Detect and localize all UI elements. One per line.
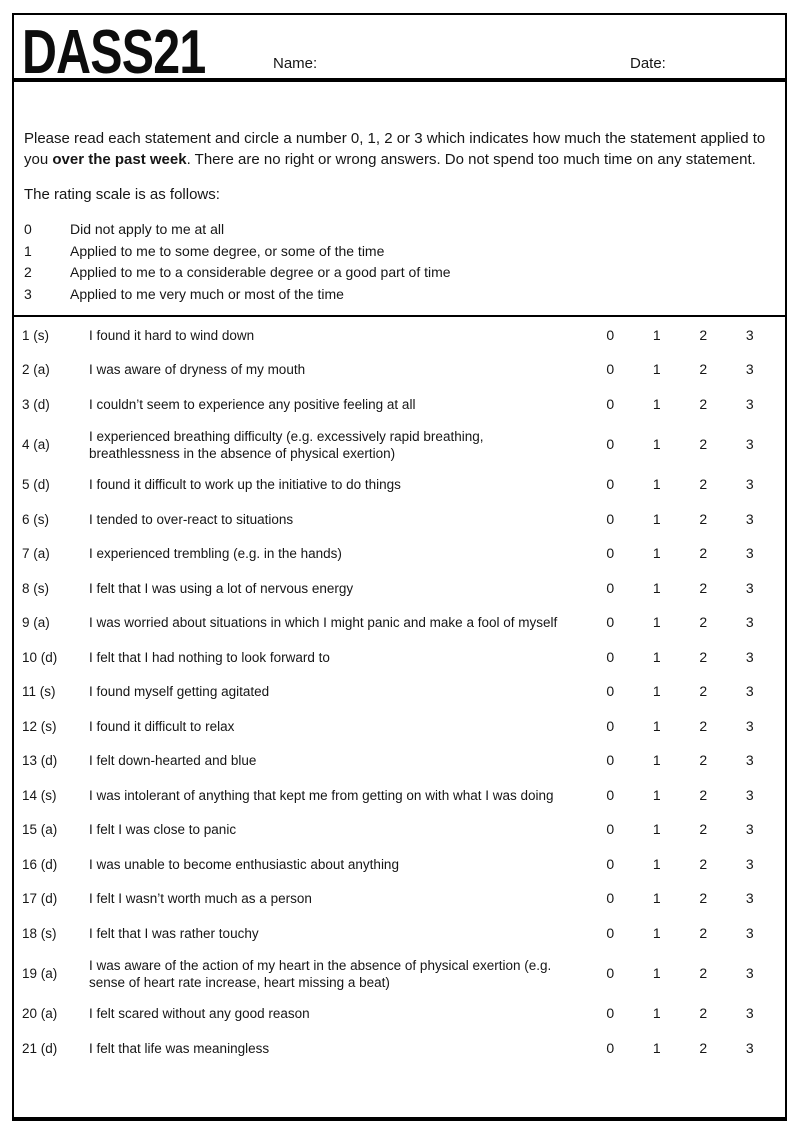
rating-options [587,436,773,453]
rating-options [587,718,773,735]
rating-option-0-q8[interactable]: 0 [606,579,615,596]
question-number: 1 (s) [22,327,49,343]
questions-divider [14,315,785,317]
question-number: 20 (a) [22,1006,58,1022]
question-row [14,882,785,917]
question-number: 16 (d) [22,856,58,872]
instructions-text-after: . There are no right or wrong answers. Do not spend too much time on any statement. [186,151,756,168]
question-text: I was aware of the action of my heart in the absence of physical exertion (e.g. sense of heart rate increase, heart missing a beat) [89,957,552,990]
rating-scale-item [24,284,775,306]
rating-options [587,787,773,804]
question-row [14,916,785,951]
question-text: I was intolerant of anything that kept me from getting on with what I was doing [89,787,554,803]
rating-option-3-q5[interactable]: 3 [745,476,754,493]
rating-scale-item [24,241,775,263]
rating-option-1-q5[interactable]: 1 [652,476,661,493]
rating-option-1-q9[interactable]: 1 [652,614,661,631]
question-number: 3 (d) [22,396,50,412]
rating-option-2-q12[interactable]: 2 [699,717,708,734]
rating-option-0-q17[interactable]: 0 [606,890,615,907]
question-text: I experienced trembling (e.g. in the hands) [89,546,342,562]
question-number: 9 (a) [22,615,50,631]
rating-option-1-q11[interactable]: 1 [652,683,661,700]
rating-option-3-q20[interactable]: 3 [745,1005,754,1022]
question-text: I felt down-hearted and blue [89,753,257,769]
dass21-form-page [12,13,787,1121]
rating-option-3-q11[interactable]: 3 [745,683,754,700]
rating-option-3-q6[interactable]: 3 [745,510,754,527]
rating-option-3-q10[interactable]: 3 [745,648,754,665]
rating-option-1-q8[interactable]: 1 [652,579,661,596]
rating-option-1-q21[interactable]: 1 [652,1039,661,1056]
rating-option-2-q3[interactable]: 2 [699,395,708,412]
rating-scale-value: 1 [24,242,32,259]
rating-option-3-q16[interactable]: 3 [745,855,754,872]
rating-option-0-q4[interactable]: 0 [606,436,615,452]
question-number: 4 (a) [22,437,50,452]
rating-option-2-q10[interactable]: 2 [699,648,708,665]
question-row [14,502,785,537]
rating-option-1-q6[interactable]: 1 [652,510,661,527]
question-row [14,997,785,1032]
rating-options [587,511,773,528]
questions-list [14,318,785,1066]
rating-option-3-q9[interactable]: 3 [745,614,754,631]
rating-options [587,545,773,562]
rating-options [587,580,773,597]
rating-option-1-q13[interactable]: 1 [652,752,661,769]
name-field [273,55,457,72]
rating-option-3-q13[interactable]: 3 [745,752,754,769]
rating-option-0-q2[interactable]: 0 [606,361,615,378]
question-text: I was unable to become enthusiastic about anything [89,856,399,872]
rating-option-0-q14[interactable]: 0 [606,786,615,803]
question-text: I felt that I had nothing to look forward to [89,649,330,665]
question-text: I felt that I was rather touchy [89,925,259,941]
rating-option-0-q10[interactable]: 0 [606,648,615,665]
rating-option-0-q3[interactable]: 0 [606,395,615,412]
rating-option-3-q14[interactable]: 3 [745,786,754,803]
question-number: 5 (d) [22,477,50,493]
question-row [14,640,785,675]
question-number: 14 (s) [22,787,57,803]
rating-option-2-q19[interactable]: 2 [699,965,708,981]
question-row [14,847,785,882]
question-number: 11 (s) [22,684,56,700]
rating-option-1-q16[interactable]: 1 [652,855,661,872]
rating-option-2-q1[interactable]: 2 [699,326,708,343]
rating-option-1-q15[interactable]: 1 [652,821,661,838]
question-row [14,318,785,353]
rating-scale-label: Applied to me to some degree, or some of the time [70,242,385,259]
question-text: I found myself getting agitated [89,684,270,700]
rating-option-0-q12[interactable]: 0 [606,717,615,734]
question-row [14,951,785,997]
question-number: 6 (s) [22,511,49,527]
rating-option-1-q14[interactable]: 1 [652,786,661,803]
rating-scale-label: Applied to me very much or most of the time [70,285,344,302]
question-row [14,778,785,813]
rating-options [587,890,773,907]
rating-scale-item [24,262,775,284]
question-row [14,353,785,388]
rating-option-0-q11[interactable]: 0 [606,683,615,700]
rating-scale-value: 0 [24,221,32,237]
rating-option-3-q1[interactable]: 3 [745,326,754,343]
rating-option-0-q5[interactable]: 0 [606,476,615,493]
rating-option-2-q21[interactable]: 2 [699,1039,708,1056]
question-number: 7 (a) [22,546,50,562]
rating-options [587,821,773,838]
question-number: 17 (d) [22,891,58,907]
question-text: I felt that life was meaningless [89,1040,270,1056]
instructions-paragraph [24,128,769,170]
instructions-text-bold: over the past week [52,151,187,168]
rating-option-2-q2[interactable]: 2 [699,361,708,378]
rating-option-1-q10[interactable]: 1 [652,648,661,665]
rating-option-2-q8[interactable]: 2 [699,579,708,596]
rating-option-3-q21[interactable]: 3 [745,1039,754,1056]
rating-options [587,856,773,873]
question-text: I was worried about situations in which I might panic and make a fool of myself [89,615,558,631]
rating-option-2-q15[interactable]: 2 [699,821,708,838]
rating-option-2-q9[interactable]: 2 [699,614,708,631]
question-number: 12 (s) [22,718,57,734]
question-row [14,571,785,606]
question-text: I felt that I was using a lot of nervous energy [89,580,354,596]
instructions-block [24,128,775,205]
rating-option-2-q18[interactable]: 2 [699,924,708,941]
rating-option-3-q19[interactable]: 3 [745,965,754,981]
question-number: 21 (d) [22,1040,58,1056]
rating-options [587,327,773,344]
rating-options [587,476,773,493]
question-row [14,813,785,848]
form-header [14,15,785,87]
rating-options [587,1040,773,1057]
question-row [14,468,785,503]
rating-option-0-q7[interactable]: 0 [606,545,615,562]
rating-option-3-q18[interactable]: 3 [745,924,754,941]
date-input-area[interactable] [666,56,787,72]
rating-options [587,683,773,700]
question-row [14,422,785,468]
rating-option-2-q5[interactable]: 2 [699,476,708,493]
rating-option-1-q1[interactable]: 1 [652,326,661,343]
rating-option-1-q20[interactable]: 1 [652,1005,661,1022]
question-text: I felt I wasn’t worth much as a person [89,891,312,907]
rating-scale-label: Did not apply to me at all [70,221,225,237]
date-field [630,55,787,72]
question-row [14,744,785,779]
rating-option-2-q7[interactable]: 2 [699,545,708,562]
question-text: I tended to over-react to situations [89,511,294,527]
rating-option-0-q21[interactable]: 0 [606,1039,615,1056]
rating-option-0-q15[interactable]: 0 [606,821,615,838]
question-row [14,1031,785,1066]
rating-options [587,1005,773,1022]
rating-option-3-q7[interactable]: 3 [745,545,754,562]
rating-option-1-q3[interactable]: 1 [652,395,661,412]
rating-option-1-q18[interactable]: 1 [652,924,661,941]
rating-option-1-q4[interactable]: 1 [652,436,661,452]
question-number: 18 (s) [22,925,57,941]
rating-option-2-q16[interactable]: 2 [699,855,708,872]
rating-option-1-q2[interactable]: 1 [652,361,661,378]
question-number: 13 (d) [22,753,58,769]
question-text: I couldn’t seem to experience any positive feeling at all [89,396,416,412]
rating-options [587,649,773,666]
rating-option-0-q18[interactable]: 0 [606,924,615,941]
rating-option-3-q4[interactable]: 3 [745,436,754,452]
rating-options [587,925,773,942]
rating-option-0-q16[interactable]: 0 [606,855,615,872]
rating-options [587,396,773,413]
rating-option-3-q3[interactable]: 3 [745,395,754,412]
rating-option-1-q7[interactable]: 1 [652,545,661,562]
question-row [14,709,785,744]
question-row [14,537,785,572]
question-number: 8 (s) [22,580,49,596]
rating-option-0-q20[interactable]: 0 [606,1005,615,1022]
question-number: 2 (a) [22,362,50,378]
rating-options [587,752,773,769]
rating-option-3-q15[interactable]: 3 [745,821,754,838]
question-text: I was aware of dryness of my mouth [89,362,306,378]
rating-option-3-q12[interactable]: 3 [745,717,754,734]
date-label: Date: [630,55,666,72]
rating-option-0-q19[interactable]: 0 [606,965,615,981]
name-input-area[interactable] [317,56,457,72]
rating-option-0-q1[interactable]: 0 [606,326,615,343]
rating-option-1-q17[interactable]: 1 [652,890,661,907]
rating-scale-heading: The rating scale is as follows: [24,186,220,203]
rating-option-3-q8[interactable]: 3 [745,579,754,596]
rating-option-0-q6[interactable]: 0 [606,510,615,527]
rating-option-2-q11[interactable]: 2 [699,683,708,700]
rating-option-3-q2[interactable]: 3 [745,361,754,378]
rating-scale-value: 2 [24,264,32,280]
rating-option-2-q13[interactable]: 2 [699,752,708,769]
question-row [14,387,785,422]
rating-option-3-q17[interactable]: 3 [745,890,754,907]
instructions-text-before: Please read each statement and circle a number 0, 1, 2 or 3 which indicates how much the statement applied to you [24,130,766,168]
rating-option-0-q9[interactable]: 0 [606,614,615,631]
rating-option-1-q19[interactable]: 1 [652,965,661,981]
question-text: I felt scared without any good reason [89,1006,310,1022]
rating-option-2-q17[interactable]: 2 [699,890,708,907]
rating-scale-legend [24,219,775,305]
rating-scale-label: Applied to me to a considerable degree or a good part of time [70,264,451,280]
rating-option-2-q6[interactable]: 2 [699,510,708,527]
question-row [14,606,785,641]
question-text: I experienced breathing difficulty (e.g. excessively rapid breathing, breathlessness in the absence of physical exertion) [89,428,484,461]
form-title: DASS21 [22,18,206,87]
rating-scale-value: 3 [24,285,32,302]
question-text: I found it difficult to relax [89,718,235,734]
question-row [14,675,785,710]
rating-option-2-q14[interactable]: 2 [699,786,708,803]
rating-scale-item [24,219,775,241]
rating-option-2-q20[interactable]: 2 [699,1005,708,1022]
rating-option-0-q13[interactable]: 0 [606,752,615,769]
question-text: I found it difficult to work up the initiative to do things [89,477,401,493]
question-text: I found it hard to wind down [89,327,255,343]
rating-options [587,361,773,378]
question-text: I felt I was close to panic [89,822,237,838]
question-number: 19 (a) [22,966,58,981]
rating-options [587,965,773,982]
question-number: 15 (a) [22,822,58,838]
rating-option-1-q12[interactable]: 1 [652,717,661,734]
name-label: Name: [273,55,318,72]
question-number: 10 (d) [22,649,58,665]
rating-option-2-q4[interactable]: 2 [699,436,708,452]
rating-options [587,614,773,631]
